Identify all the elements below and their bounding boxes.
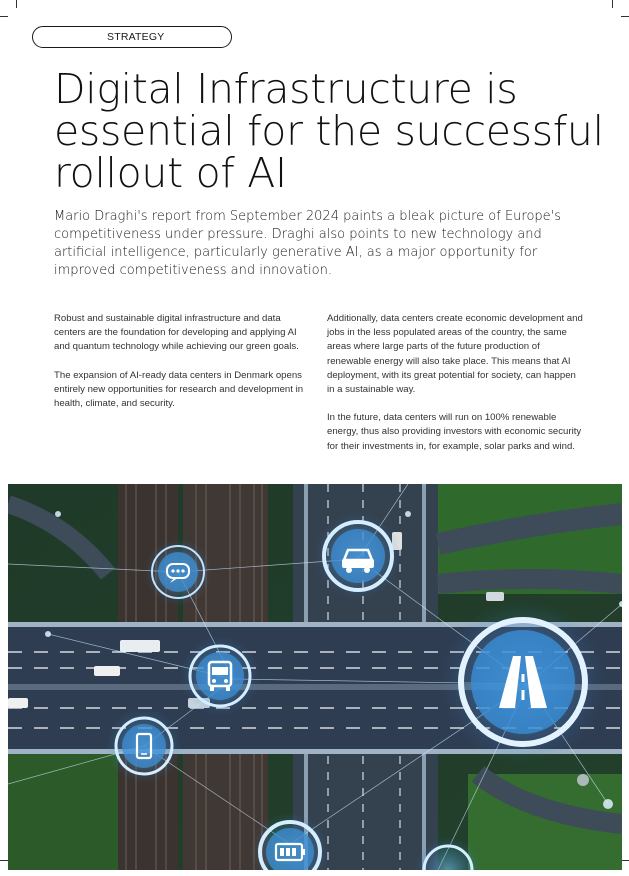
body-paragraph: Additionally, data centers create economic development and jobs in the less populated areas of the country, the same areas where large parts of the future production of renewable energy will also take place. This means that AI deployment, with its great potential for society, can happen in a sustainable way. — [327, 313, 583, 396]
body-column-right — [327, 312, 585, 468]
crop-mark — [0, 16, 8, 17]
body-paragraph: In the future, data centers will run on 100% renewable energy, thus also providing investors with economic security for their investments in, for example, solar parks and wind. — [327, 412, 582, 452]
car-icon — [314, 512, 402, 600]
section-tag: STRATEGY — [32, 26, 232, 48]
body-paragraph: The expansion of AI-ready data centers in Denmark opens entirely new opportunities for research and development in health, climate, and security. — [54, 369, 304, 410]
body-column-left — [54, 312, 309, 425]
crop-mark — [621, 16, 629, 17]
hero-image — [8, 484, 622, 870]
smartphone-icon — [106, 708, 182, 784]
crop-mark — [16, 0, 17, 8]
body-paragraph: Robust and sustainable digital infrastructure and data centers are the foundation for developing and applying AI and quantum technology while achieving our green goals. — [54, 313, 299, 353]
crop-mark — [621, 860, 629, 861]
crop-mark — [612, 0, 613, 8]
lead-paragraph: Mario Draghi's report from September 2024 paints a bleak picture of Europe's competitiveness under pressure. Draghi also points to new technology and artificial intelligence, particularly generative AI, as a major opportunity for improved competitiveness and innovation. — [54, 209, 562, 278]
chat-bubble-icon — [144, 538, 212, 606]
crop-mark — [0, 860, 8, 861]
bus-icon — [180, 636, 260, 716]
road-icon — [441, 600, 605, 764]
page-title: Digital Infrastructure is essential for the successful rollout of AI — [54, 65, 604, 197]
